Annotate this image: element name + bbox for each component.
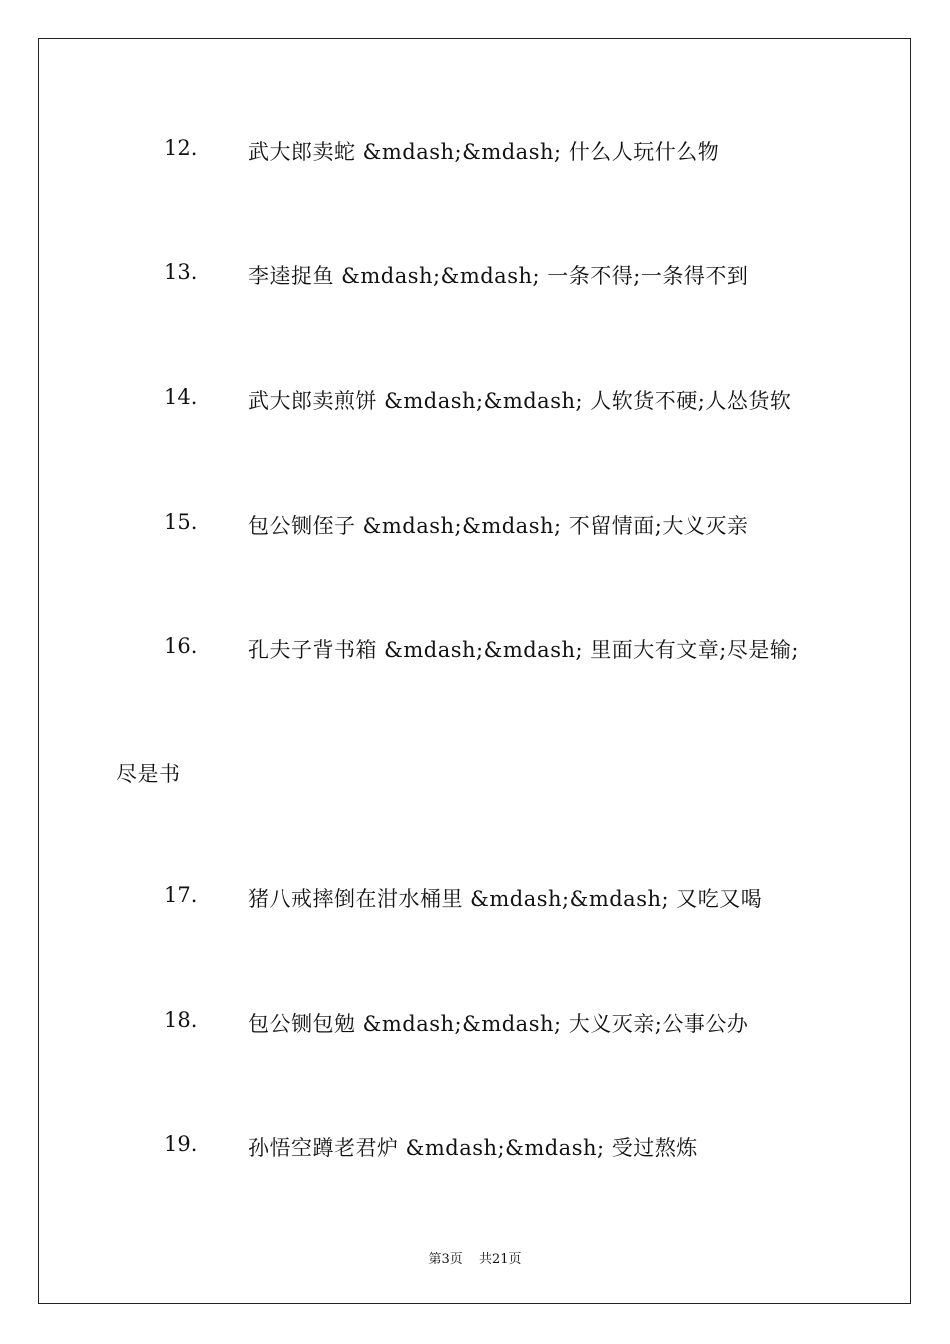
list-item bbox=[0, 510, 950, 540]
list-item bbox=[0, 136, 950, 166]
page-number: 第3页 bbox=[428, 1252, 463, 1267]
list-item bbox=[0, 385, 950, 415]
item-text: 武大郎卖蛇 &mdash;&mdash; 什么人玩什么物 bbox=[248, 140, 720, 164]
page-footer bbox=[0, 1248, 950, 1267]
list-item bbox=[0, 883, 950, 913]
item-number: 19. bbox=[164, 1132, 198, 1156]
page-total: 共21页 bbox=[478, 1252, 522, 1267]
item-number: 13. bbox=[164, 260, 198, 284]
list-item bbox=[0, 1132, 950, 1162]
item-number: 16. bbox=[164, 634, 198, 658]
item-text: 武大郎卖煎饼 &mdash;&mdash; 人软货不硬;人怂货软 bbox=[248, 389, 792, 413]
item-number: 17. bbox=[164, 883, 198, 907]
item-number: 14. bbox=[164, 385, 198, 409]
page-border bbox=[38, 38, 911, 1304]
item-number: 18. bbox=[164, 1008, 198, 1032]
item-number: 12. bbox=[164, 136, 198, 160]
item-text: 孔夫子背书箱 &mdash;&mdash; 里面大有文章;尽是输; bbox=[248, 638, 799, 662]
item-text: 包公铡侄子 &mdash;&mdash; 不留情面;大义灭亲 bbox=[248, 514, 749, 538]
item-text: 李逵捉鱼 &mdash;&mdash; 一条不得;一条得不到 bbox=[248, 264, 749, 288]
item-text: 包公铡包勉 &mdash;&mdash; 大义灭亲;公事公办 bbox=[248, 1012, 749, 1036]
list-item bbox=[0, 634, 950, 664]
item-number: 15. bbox=[164, 510, 198, 534]
list-item bbox=[0, 1008, 950, 1038]
item-text-continuation: 尽是书 bbox=[116, 762, 181, 786]
item-text: 孙悟空蹲老君炉 &mdash;&mdash; 受过熬炼 bbox=[248, 1136, 698, 1160]
item-text: 猪八戒摔倒在泔水桶里 &mdash;&mdash; 又吃又喝 bbox=[248, 887, 763, 911]
list-item bbox=[0, 260, 950, 290]
